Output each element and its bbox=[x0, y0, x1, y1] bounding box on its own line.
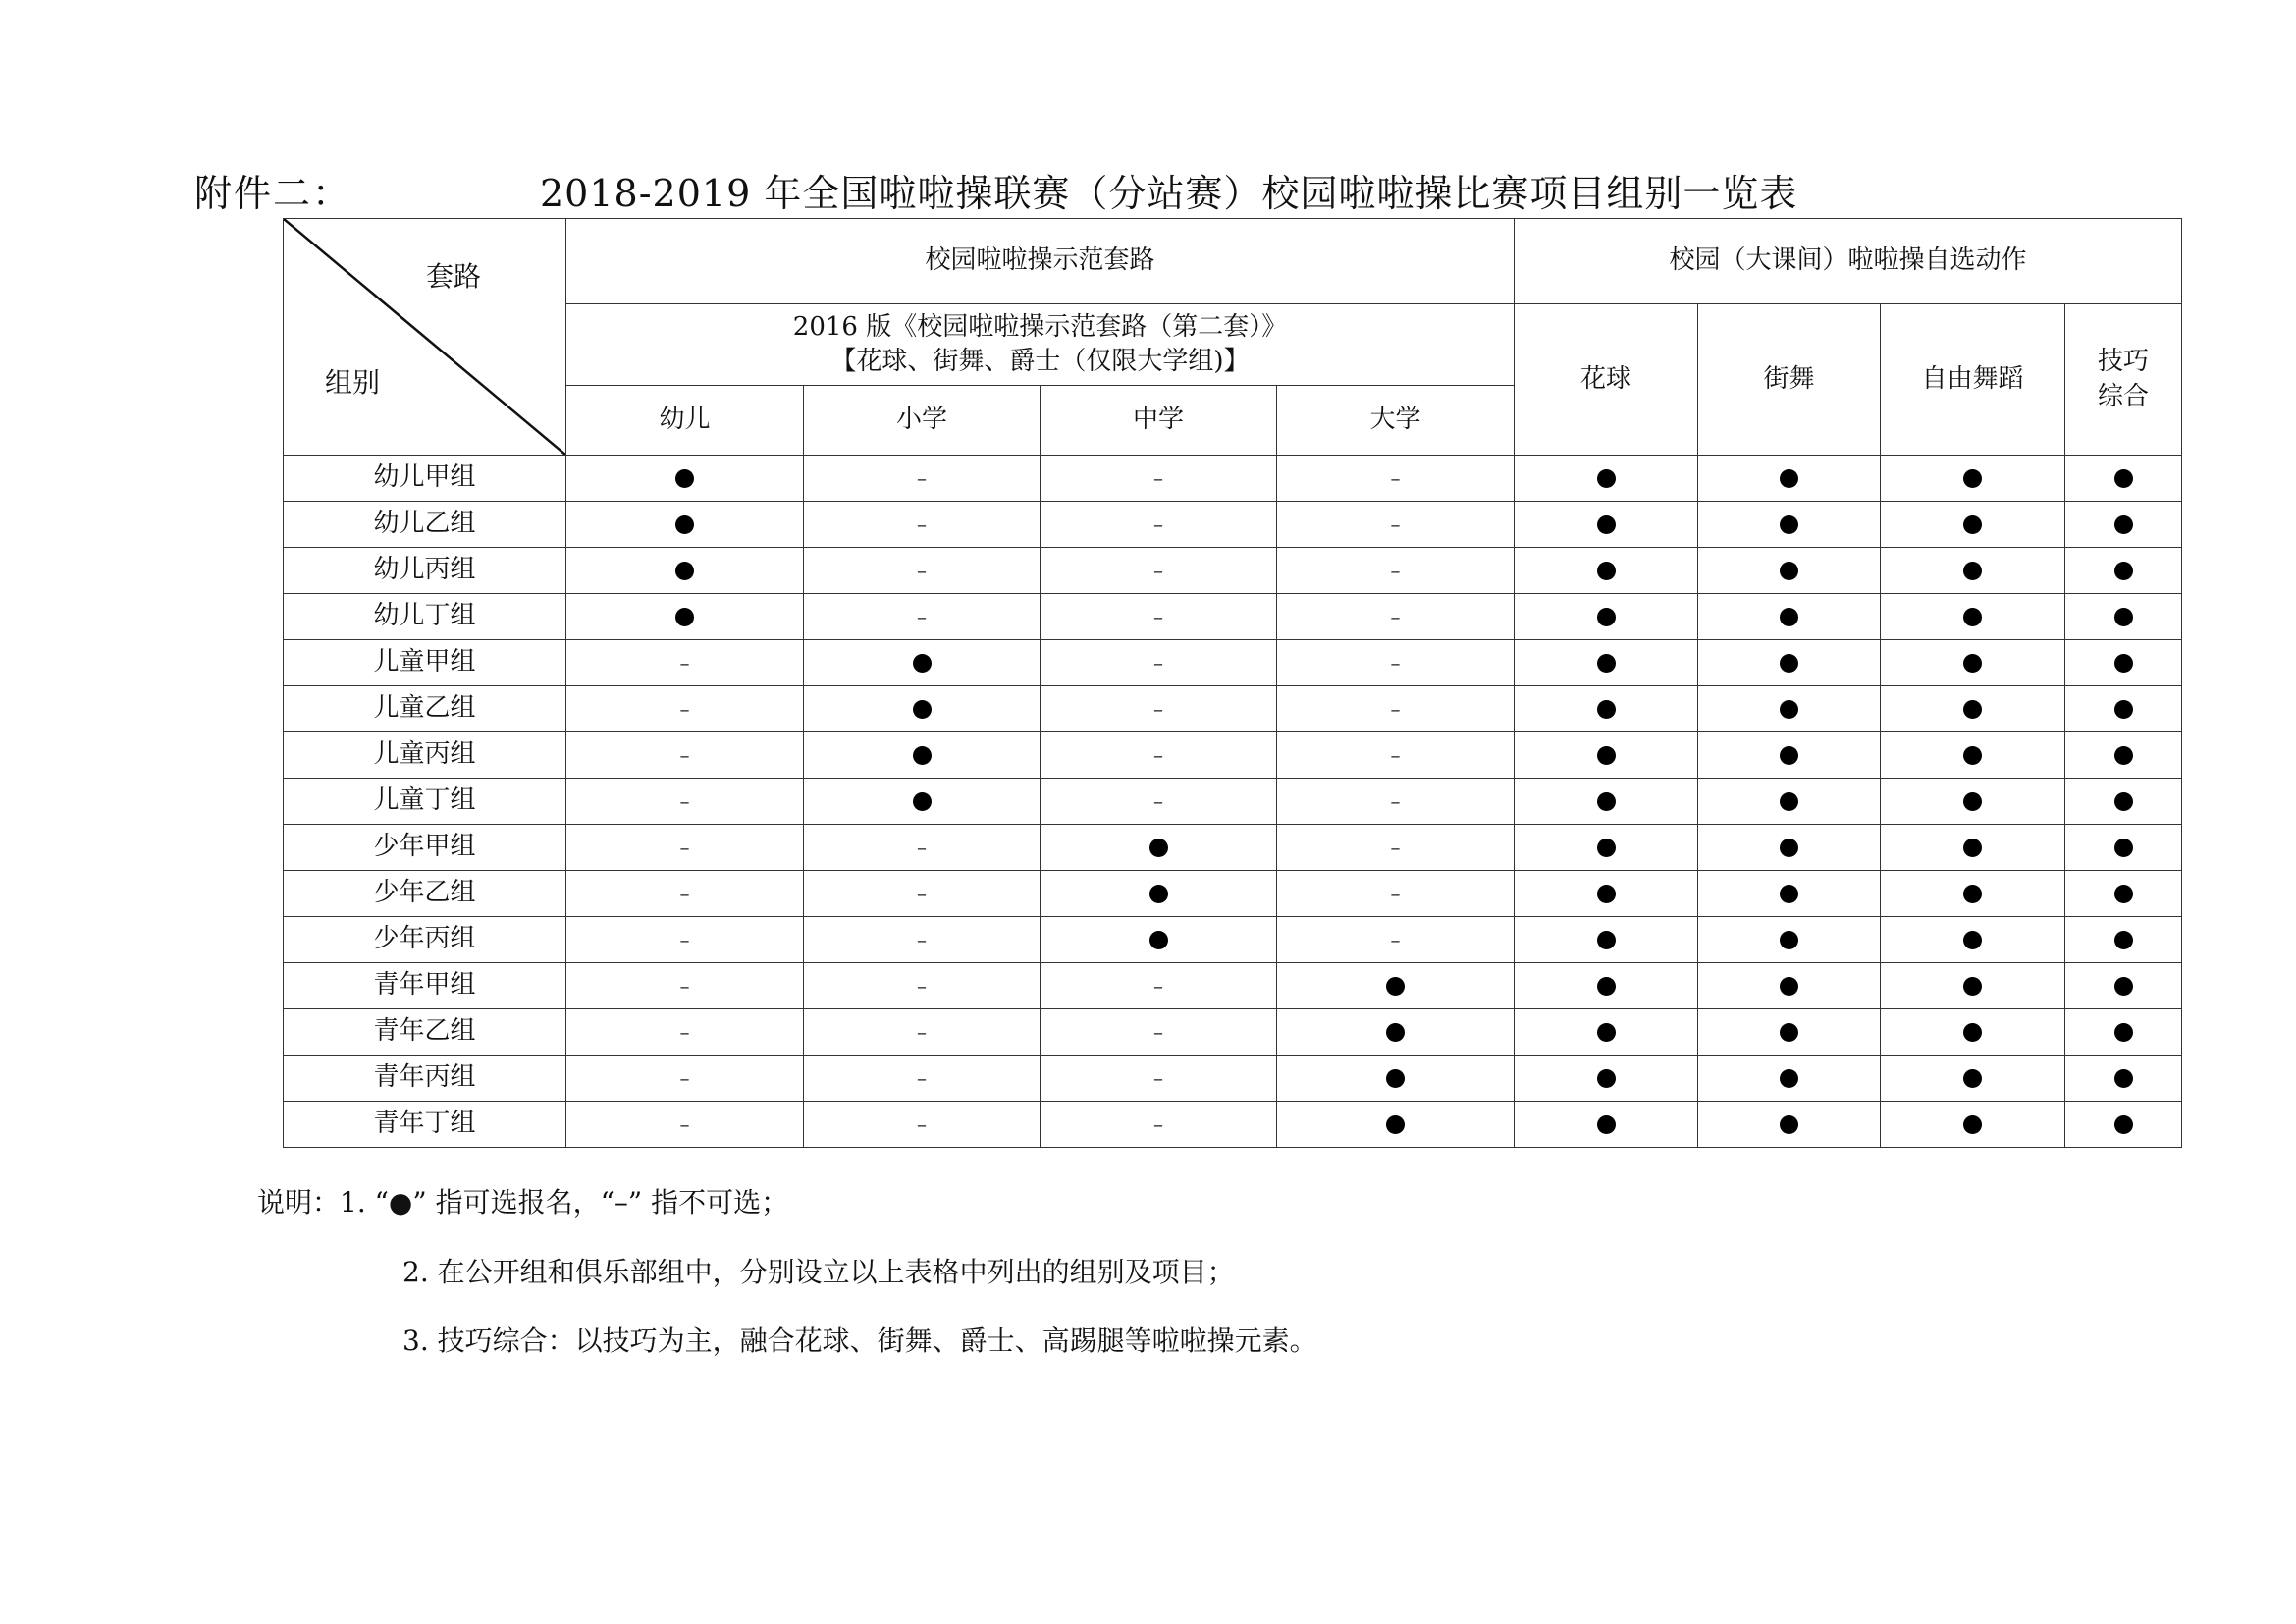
selectable-dot bbox=[2114, 562, 2133, 580]
row-label: 少年甲组 bbox=[284, 825, 566, 871]
table-row bbox=[284, 456, 2182, 502]
selectable-dot bbox=[1597, 700, 1616, 719]
selectable-dot bbox=[1963, 746, 1982, 765]
demo-cell-1 bbox=[804, 732, 1041, 779]
free-cell-2 bbox=[1881, 456, 2065, 502]
free-cell-2 bbox=[1881, 825, 2065, 871]
demo-cell-3 bbox=[1277, 779, 1515, 825]
row-label: 幼儿乙组 bbox=[284, 502, 566, 548]
not-selectable-dash: – bbox=[1153, 1112, 1163, 1137]
demo-cell-3 bbox=[1277, 686, 1515, 732]
free-cell-1 bbox=[1698, 917, 1881, 963]
selectable-dot bbox=[1780, 931, 1798, 949]
not-selectable-dash: – bbox=[679, 789, 690, 814]
selectable-dot bbox=[1963, 469, 1982, 488]
demo-cell-2 bbox=[1041, 456, 1277, 502]
selectable-dot bbox=[1597, 1069, 1616, 1088]
demo-cell-1 bbox=[804, 686, 1041, 732]
selectable-dot bbox=[1780, 885, 1798, 903]
demo-cell-2 bbox=[1041, 1102, 1277, 1148]
not-selectable-dash: – bbox=[679, 651, 690, 676]
free-cell-2 bbox=[1881, 1009, 2065, 1056]
row-label: 少年丙组 bbox=[284, 917, 566, 963]
free-cell-0 bbox=[1515, 640, 1698, 686]
free-cell-1 bbox=[1698, 779, 1881, 825]
free-cell-0 bbox=[1515, 779, 1698, 825]
selectable-dot bbox=[1780, 515, 1798, 534]
corner-top-label: 套路 bbox=[425, 260, 481, 293]
demo-cell-1 bbox=[804, 779, 1041, 825]
selectable-dot bbox=[1386, 1115, 1405, 1134]
demo-cell-0 bbox=[566, 871, 804, 917]
free-cell-0 bbox=[1515, 917, 1698, 963]
selectable-dot bbox=[675, 562, 694, 580]
col-header-free-3 bbox=[2065, 304, 2182, 456]
selectable-dot bbox=[1963, 792, 1982, 811]
selectable-dot bbox=[1597, 792, 1616, 811]
free-cell-3 bbox=[2065, 640, 2182, 686]
not-selectable-dash: – bbox=[679, 928, 690, 952]
not-selectable-dash: – bbox=[917, 882, 927, 906]
free-cell-2 bbox=[1881, 779, 2065, 825]
demo-cell-1 bbox=[804, 1056, 1041, 1102]
table-row bbox=[284, 732, 2182, 779]
selectable-dot bbox=[913, 700, 932, 719]
selectable-dot bbox=[2114, 792, 2133, 811]
demo-cell-3 bbox=[1277, 456, 1515, 502]
not-selectable-dash: – bbox=[1153, 466, 1163, 491]
demo-cell-0 bbox=[566, 640, 804, 686]
table-row bbox=[284, 871, 2182, 917]
selectable-dot bbox=[1780, 1023, 1798, 1042]
free-cell-3 bbox=[2065, 1056, 2182, 1102]
free-cell-1 bbox=[1698, 1056, 1881, 1102]
not-selectable-dash: – bbox=[917, 1066, 927, 1091]
not-selectable-dash: – bbox=[1390, 789, 1401, 814]
free-cell-1 bbox=[1698, 456, 1881, 502]
selectable-dot bbox=[1963, 562, 1982, 580]
diagonal-line bbox=[284, 219, 565, 455]
selectable-dot bbox=[1780, 746, 1798, 765]
demo-cell-1 bbox=[804, 1102, 1041, 1148]
demo-cell-1 bbox=[804, 917, 1041, 963]
not-selectable-dash: – bbox=[679, 836, 690, 860]
table-row bbox=[284, 917, 2182, 963]
demo-cell-0 bbox=[566, 917, 804, 963]
free-cell-1 bbox=[1698, 963, 1881, 1009]
not-selectable-dash: – bbox=[917, 836, 927, 860]
free-cell-0 bbox=[1515, 1056, 1698, 1102]
not-selectable-dash: – bbox=[679, 882, 690, 906]
row-label: 儿童丁组 bbox=[284, 779, 566, 825]
selectable-dot bbox=[1597, 746, 1616, 765]
not-selectable-dash: – bbox=[1153, 1020, 1163, 1045]
free-cell-2 bbox=[1881, 871, 2065, 917]
col-header-free-1: 街舞 bbox=[1698, 304, 1881, 456]
free-cell-2 bbox=[1881, 732, 2065, 779]
demo-cell-3 bbox=[1277, 732, 1515, 779]
demo-cell-0 bbox=[566, 1102, 804, 1148]
demo-cell-2 bbox=[1041, 686, 1277, 732]
selectable-dot bbox=[1780, 839, 1798, 857]
free-cell-1 bbox=[1698, 640, 1881, 686]
not-selectable-dash: – bbox=[917, 974, 927, 999]
demo-cell-0 bbox=[566, 456, 804, 502]
demo-cell-2 bbox=[1041, 502, 1277, 548]
table-row bbox=[284, 825, 2182, 871]
not-selectable-dash: – bbox=[1390, 513, 1401, 537]
demo-cell-3 bbox=[1277, 502, 1515, 548]
demo-cell-3 bbox=[1277, 871, 1515, 917]
demo-cell-2 bbox=[1041, 1056, 1277, 1102]
demo-cell-1 bbox=[804, 825, 1041, 871]
free-cell-0 bbox=[1515, 594, 1698, 640]
selectable-dot bbox=[1597, 1115, 1616, 1134]
selectable-dot bbox=[913, 746, 932, 765]
row-label: 幼儿丁组 bbox=[284, 594, 566, 640]
note-1: 说明：1. “●” 指可选报名，“–” 指不可选； bbox=[257, 1186, 789, 1218]
row-label: 青年丙组 bbox=[284, 1056, 566, 1102]
free-cell-0 bbox=[1515, 825, 1698, 871]
demo-cell-3 bbox=[1277, 594, 1515, 640]
selectable-dot bbox=[1597, 654, 1616, 673]
selectable-dot bbox=[1963, 885, 1982, 903]
free-cell-0 bbox=[1515, 871, 1698, 917]
selectable-dot bbox=[913, 654, 932, 673]
selectable-dot bbox=[2114, 1023, 2133, 1042]
free-cell-0 bbox=[1515, 1009, 1698, 1056]
selectable-dot bbox=[1149, 931, 1168, 949]
not-selectable-dash: – bbox=[679, 1112, 690, 1137]
selectable-dot bbox=[1149, 839, 1168, 857]
demo-cell-3 bbox=[1277, 1056, 1515, 1102]
demo-cell-3 bbox=[1277, 548, 1515, 594]
row-label: 青年甲组 bbox=[284, 963, 566, 1009]
col-header-free-0: 花球 bbox=[1515, 304, 1698, 456]
selectable-dot bbox=[1597, 885, 1616, 903]
attachment-label: 附件二： bbox=[194, 172, 352, 215]
demo-cell-2 bbox=[1041, 594, 1277, 640]
selectable-dot bbox=[675, 469, 694, 488]
table-row bbox=[284, 963, 2182, 1009]
demo-cell-1 bbox=[804, 640, 1041, 686]
demo-cell-2 bbox=[1041, 640, 1277, 686]
free-cell-3 bbox=[2065, 917, 2182, 963]
free-cell-2 bbox=[1881, 917, 2065, 963]
selectable-dot bbox=[1386, 977, 1405, 996]
col-header-demo-3: 大学 bbox=[1277, 386, 1515, 456]
free-cell-0 bbox=[1515, 456, 1698, 502]
not-selectable-dash: – bbox=[917, 559, 927, 583]
corner-cell bbox=[284, 219, 566, 456]
free-cell-2 bbox=[1881, 594, 2065, 640]
not-selectable-dash: – bbox=[1390, 466, 1401, 491]
col-header-demo-2: 中学 bbox=[1041, 386, 1277, 456]
selectable-dot bbox=[1963, 839, 1982, 857]
free-cell-2 bbox=[1881, 963, 2065, 1009]
selectable-dot bbox=[1597, 515, 1616, 534]
row-label: 儿童丙组 bbox=[284, 732, 566, 779]
not-selectable-dash: – bbox=[1153, 651, 1163, 676]
free-cell-3 bbox=[2065, 594, 2182, 640]
selectable-dot bbox=[1597, 562, 1616, 580]
selectable-dot bbox=[913, 792, 932, 811]
free-cell-3 bbox=[2065, 871, 2182, 917]
col-header-demo-1: 小学 bbox=[804, 386, 1041, 456]
free-cell-2 bbox=[1881, 502, 2065, 548]
not-selectable-dash: – bbox=[1153, 789, 1163, 814]
demo-cell-0 bbox=[566, 732, 804, 779]
free-cell-3 bbox=[2065, 732, 2182, 779]
free-cell-2 bbox=[1881, 686, 2065, 732]
selectable-dot bbox=[1780, 469, 1798, 488]
free-cell-0 bbox=[1515, 963, 1698, 1009]
selectable-dot bbox=[1780, 792, 1798, 811]
selectable-dot bbox=[2114, 1069, 2133, 1088]
free-cell-0 bbox=[1515, 502, 1698, 548]
selectable-dot bbox=[1963, 1023, 1982, 1042]
selectable-dot bbox=[1963, 1115, 1982, 1134]
free-cell-0 bbox=[1515, 548, 1698, 594]
not-selectable-dash: – bbox=[679, 697, 690, 722]
table-row bbox=[284, 502, 2182, 548]
demo-cell-2 bbox=[1041, 963, 1277, 1009]
selectable-dot bbox=[1386, 1069, 1405, 1088]
free-cell-3 bbox=[2065, 456, 2182, 502]
selectable-dot bbox=[1597, 469, 1616, 488]
demo-cell-0 bbox=[566, 1056, 804, 1102]
row-label: 幼儿丙组 bbox=[284, 548, 566, 594]
demo-cell-2 bbox=[1041, 779, 1277, 825]
selectable-dot bbox=[2114, 469, 2133, 488]
free-cell-3 bbox=[2065, 1102, 2182, 1148]
free-cell-3 bbox=[2065, 502, 2182, 548]
demo-cell-2 bbox=[1041, 548, 1277, 594]
selectable-dot bbox=[1386, 1023, 1405, 1042]
table-row bbox=[284, 640, 2182, 686]
demo-cell-0 bbox=[566, 963, 804, 1009]
demo-subheader bbox=[566, 304, 1515, 386]
demo-cell-3 bbox=[1277, 1102, 1515, 1148]
note-3: 3. 技巧综合：以技巧为主，融合花球、街舞、爵士、高踢腿等啦啦操元素。 bbox=[402, 1325, 1317, 1357]
demo-cell-3 bbox=[1277, 825, 1515, 871]
demo-cell-0 bbox=[566, 548, 804, 594]
free-cell-1 bbox=[1698, 1102, 1881, 1148]
row-label: 儿童乙组 bbox=[284, 686, 566, 732]
selectable-dot bbox=[1780, 700, 1798, 719]
demo-cell-2 bbox=[1041, 1009, 1277, 1056]
not-selectable-dash: – bbox=[1153, 605, 1163, 629]
not-selectable-dash: – bbox=[679, 974, 690, 999]
selectable-dot bbox=[2114, 515, 2133, 534]
free-cell-2 bbox=[1881, 1056, 2065, 1102]
free-cell-0 bbox=[1515, 686, 1698, 732]
selectable-dot bbox=[1780, 1115, 1798, 1134]
row-label: 青年丁组 bbox=[284, 1102, 566, 1148]
not-selectable-dash: – bbox=[1390, 836, 1401, 860]
selectable-dot bbox=[1597, 1023, 1616, 1042]
free-cell-2 bbox=[1881, 548, 2065, 594]
selectable-dot bbox=[1963, 608, 1982, 626]
not-selectable-dash: – bbox=[1390, 559, 1401, 583]
row-label: 少年乙组 bbox=[284, 871, 566, 917]
demo-cell-0 bbox=[566, 594, 804, 640]
demo-subheader-line2: 【花球、街舞、爵士（仅限大学组)】 bbox=[830, 347, 1250, 376]
col-header-free-2: 自由舞蹈 bbox=[1881, 304, 2065, 456]
free-cell-1 bbox=[1698, 871, 1881, 917]
selectable-dot bbox=[2114, 977, 2133, 996]
not-selectable-dash: – bbox=[1390, 882, 1401, 906]
demo-cell-1 bbox=[804, 594, 1041, 640]
demo-cell-0 bbox=[566, 779, 804, 825]
demo-cell-1 bbox=[804, 963, 1041, 1009]
events-table bbox=[283, 218, 2182, 1148]
not-selectable-dash: – bbox=[1390, 928, 1401, 952]
free-cell-2 bbox=[1881, 640, 2065, 686]
free-cell-0 bbox=[1515, 1102, 1698, 1148]
selectable-dot bbox=[1780, 977, 1798, 996]
table-row bbox=[284, 1102, 2182, 1148]
selectable-dot bbox=[1780, 608, 1798, 626]
free-cell-3 bbox=[2065, 548, 2182, 594]
free-cell-3 bbox=[2065, 825, 2182, 871]
not-selectable-dash: – bbox=[917, 513, 927, 537]
not-selectable-dash: – bbox=[1390, 605, 1401, 629]
selectable-dot bbox=[675, 515, 694, 534]
selectable-dot bbox=[2114, 839, 2133, 857]
not-selectable-dash: – bbox=[917, 1020, 927, 1045]
not-selectable-dash: – bbox=[1153, 697, 1163, 722]
selectable-dot bbox=[1780, 654, 1798, 673]
selectable-dot bbox=[1597, 977, 1616, 996]
selectable-dot bbox=[2114, 885, 2133, 903]
not-selectable-dash: – bbox=[1390, 743, 1401, 768]
demo-cell-0 bbox=[566, 686, 804, 732]
selectable-dot bbox=[1963, 931, 1982, 949]
table-row bbox=[284, 594, 2182, 640]
row-label: 青年乙组 bbox=[284, 1009, 566, 1056]
table-row bbox=[284, 686, 2182, 732]
demo-cell-1 bbox=[804, 871, 1041, 917]
free-cell-3 bbox=[2065, 963, 2182, 1009]
not-selectable-dash: – bbox=[917, 605, 927, 629]
demo-cell-1 bbox=[804, 1009, 1041, 1056]
free-cell-1 bbox=[1698, 1009, 1881, 1056]
free-cell-0 bbox=[1515, 732, 1698, 779]
free-cell-1 bbox=[1698, 548, 1881, 594]
selectable-dot bbox=[2114, 700, 2133, 719]
row-label: 幼儿甲组 bbox=[284, 456, 566, 502]
not-selectable-dash: – bbox=[917, 928, 927, 952]
selectable-dot bbox=[2114, 931, 2133, 949]
demo-cell-3 bbox=[1277, 917, 1515, 963]
demo-cell-0 bbox=[566, 502, 804, 548]
demo-cell-0 bbox=[566, 1009, 804, 1056]
table-row bbox=[284, 1056, 2182, 1102]
corner-bottom-label: 组别 bbox=[325, 366, 381, 400]
not-selectable-dash: – bbox=[1153, 1066, 1163, 1091]
demo-subheader-line1: 2016 版《校园啦啦操示范套路（第二套）》 bbox=[792, 311, 1288, 342]
selectable-dot bbox=[2114, 746, 2133, 765]
demo-cell-3 bbox=[1277, 640, 1515, 686]
not-selectable-dash: – bbox=[1153, 513, 1163, 537]
row-label: 儿童甲组 bbox=[284, 640, 566, 686]
demo-cell-3 bbox=[1277, 1009, 1515, 1056]
free-cell-1 bbox=[1698, 825, 1881, 871]
table-row bbox=[284, 779, 2182, 825]
group-header-free: 校园（大课间）啦啦操自选动作 bbox=[1515, 219, 2182, 304]
not-selectable-dash: – bbox=[917, 1112, 927, 1137]
free-cell-1 bbox=[1698, 594, 1881, 640]
selectable-dot bbox=[1963, 654, 1982, 673]
demo-cell-1 bbox=[804, 548, 1041, 594]
not-selectable-dash: – bbox=[917, 466, 927, 491]
free-cell-3 bbox=[2065, 779, 2182, 825]
note-2: 2. 在公开组和俱乐部组中，分别设立以上表格中列出的组别及项目； bbox=[402, 1256, 1235, 1288]
selectable-dot bbox=[2114, 608, 2133, 626]
demo-cell-2 bbox=[1041, 825, 1277, 871]
not-selectable-dash: – bbox=[1153, 559, 1163, 583]
selectable-dot bbox=[675, 608, 694, 626]
col-header-demo-0: 幼儿 bbox=[566, 386, 804, 456]
selectable-dot bbox=[1597, 839, 1616, 857]
col-header-free-3-text: 技巧 综合 bbox=[2098, 347, 2150, 411]
free-cell-2 bbox=[1881, 1102, 2065, 1148]
selectable-dot bbox=[2114, 1115, 2133, 1134]
not-selectable-dash: – bbox=[1153, 743, 1163, 768]
selectable-dot bbox=[1597, 931, 1616, 949]
free-cell-1 bbox=[1698, 686, 1881, 732]
selectable-dot bbox=[1963, 515, 1982, 534]
group-header-demo: 校园啦啦操示范套路 bbox=[566, 219, 1515, 304]
free-cell-3 bbox=[2065, 1009, 2182, 1056]
selectable-dot bbox=[1597, 608, 1616, 626]
page-title: 2018-2019 年全国啦啦操联赛（分站赛）校园啦啦操比赛项目组别一览表 bbox=[540, 172, 1798, 215]
demo-cell-0 bbox=[566, 825, 804, 871]
demo-cell-2 bbox=[1041, 732, 1277, 779]
selectable-dot bbox=[1963, 1069, 1982, 1088]
free-cell-3 bbox=[2065, 686, 2182, 732]
not-selectable-dash: – bbox=[1390, 651, 1401, 676]
selectable-dot bbox=[1780, 562, 1798, 580]
selectable-dot bbox=[1963, 977, 1982, 996]
free-cell-1 bbox=[1698, 502, 1881, 548]
demo-cell-1 bbox=[804, 502, 1041, 548]
selectable-dot bbox=[1963, 700, 1982, 719]
not-selectable-dash: – bbox=[1390, 697, 1401, 722]
table-body bbox=[284, 456, 2182, 1148]
table-row bbox=[284, 548, 2182, 594]
demo-cell-3 bbox=[1277, 963, 1515, 1009]
demo-cell-2 bbox=[1041, 917, 1277, 963]
demo-cell-2 bbox=[1041, 871, 1277, 917]
not-selectable-dash: – bbox=[1153, 974, 1163, 999]
not-selectable-dash: – bbox=[679, 1020, 690, 1045]
not-selectable-dash: – bbox=[679, 743, 690, 768]
selectable-dot bbox=[1149, 885, 1168, 903]
selectable-dot bbox=[1780, 1069, 1798, 1088]
free-cell-1 bbox=[1698, 732, 1881, 779]
selectable-dot bbox=[2114, 654, 2133, 673]
table-row bbox=[284, 1009, 2182, 1056]
demo-cell-1 bbox=[804, 456, 1041, 502]
not-selectable-dash: – bbox=[679, 1066, 690, 1091]
